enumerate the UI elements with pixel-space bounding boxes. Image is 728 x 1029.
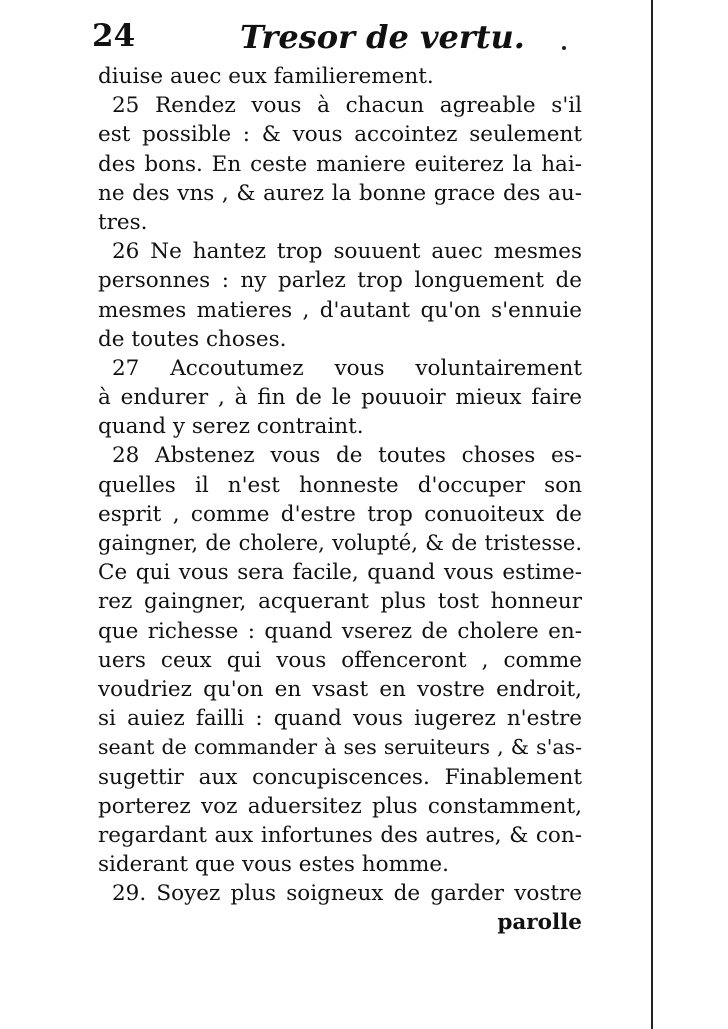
text-line: quand y serez contraint. [98, 414, 364, 440]
ink-speck [562, 46, 566, 50]
text-line: siderant que vous estes homme. [98, 852, 449, 878]
text-line: regardant aux infortunes des autres, & con- [98, 822, 582, 848]
page-number: 24 [92, 18, 136, 54]
text-line: est possible : & vous accointez seulement [98, 122, 582, 148]
text-line: ne des vns , & aurez la bonne grace des au- [98, 180, 582, 206]
text-line: porterez voz aduersitez plus constamment, [98, 793, 582, 819]
text-line: Ce qui vous sera facile, quand vous estime- [98, 560, 582, 586]
running-title: Tresor de vertu. [240, 18, 525, 56]
running-header [92, 18, 592, 62]
text-line: uers ceux qui vous offenceront , comme [98, 647, 582, 673]
text-line: 27 Accoutumez vous voluntairement [112, 355, 582, 381]
text-line: des bons. En ceste maniere euiterez la hai- [98, 151, 582, 177]
text-line: 28 Abstenez vous de toutes choses es- [112, 443, 582, 469]
text-line: 29. Soyez plus soigneux de garder vostre [112, 881, 582, 907]
text-line: de toutes choses. [98, 326, 287, 352]
text-line: que richesse : quand vserez de cholere en- [98, 618, 582, 644]
text-line: si auiez failli : quand vous iugerez n'estre [98, 706, 582, 732]
text-line: sugettir aux concupiscences. Finablement [98, 764, 582, 790]
text-line: seant de commander à ses seruiteurs , & s'as- [98, 735, 582, 760]
text-line: diuise auec eux familierement. [98, 64, 434, 89]
text-line: tres. [98, 209, 148, 235]
text-line: quelles il n'est honneste d'occuper son [98, 472, 582, 498]
body-text [98, 62, 582, 938]
text-line: 25 Rendez vous à chacun agreable s'il [112, 93, 582, 119]
text-line: à endurer , à fin de le pouuoir mieux faire [98, 385, 582, 411]
text-line: personnes : ny parlez trop longuement de [98, 268, 582, 294]
catchword: parolle [497, 910, 582, 936]
text-line: rez gaingner, acquerant plus tost honneur [98, 589, 582, 615]
text-line: 26 Ne hantez trop souuent auec mesmes [112, 239, 582, 265]
text-line: voudriez qu'on en vsast en vostre endroit, [98, 676, 582, 702]
text-line: esprit , comme d'estre trop conuoiteux de [98, 501, 582, 527]
text-line: gaingner, de cholere, volupté, & de tristesse. [98, 531, 582, 555]
text-line: mesmes matieres , d'autant qu'on s'ennuie [98, 297, 582, 323]
page-edge-line [651, 0, 653, 1029]
